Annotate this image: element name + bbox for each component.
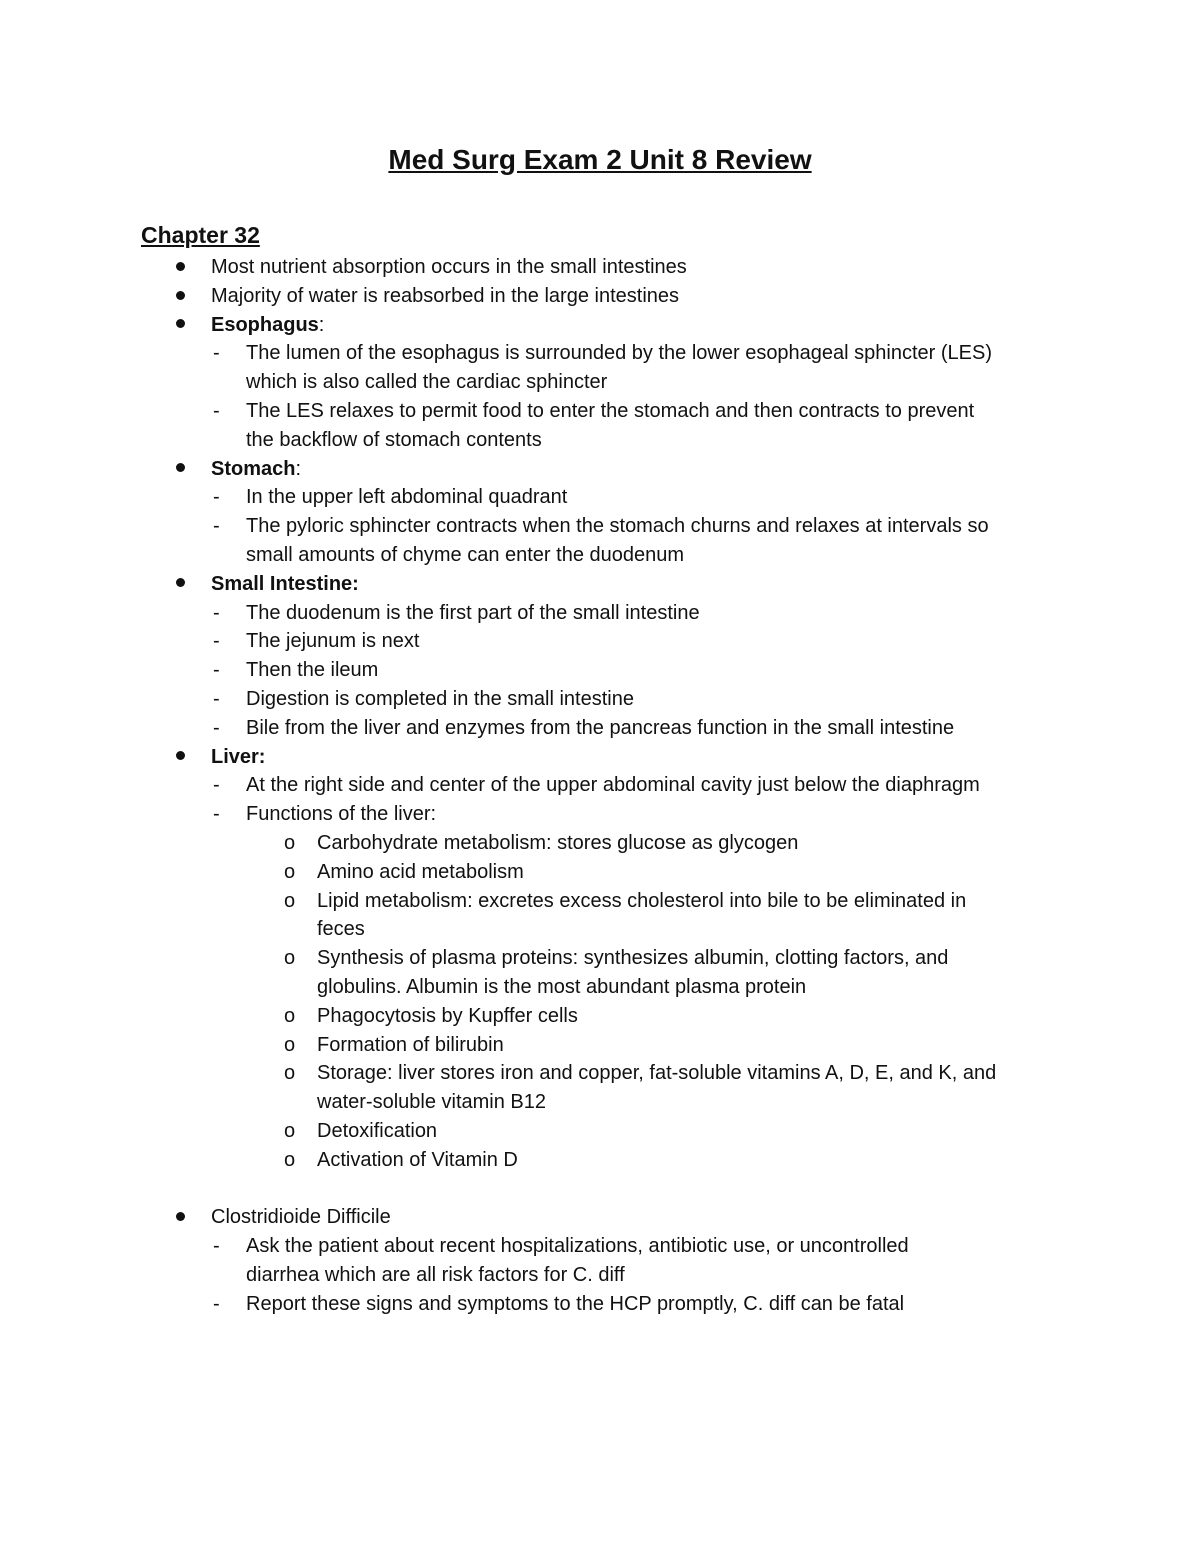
list-item: - Functions of the liver: bbox=[0, 800, 1200, 829]
list-item-continued: which is also called the cardiac sphincter bbox=[246, 371, 608, 394]
section-esophagus: Esophagus: bbox=[0, 311, 1200, 340]
bullet-icon bbox=[176, 743, 185, 772]
dash-marker: - bbox=[213, 716, 220, 739]
list-item: Majority of water is reabsorbed in the large intestines bbox=[0, 282, 1200, 311]
dash-marker: - bbox=[213, 803, 220, 826]
list-item: - Ask the patient about recent hospitalizations, antibiotic use, or uncontrolled bbox=[0, 1232, 1200, 1261]
dash-marker: - bbox=[213, 1292, 220, 1315]
section-stomach: Stomach: bbox=[0, 455, 1200, 484]
list-item: - Digestion is completed in the small intestine bbox=[0, 685, 1200, 714]
list-item: - The duodenum is the first part of the small intestine bbox=[0, 599, 1200, 628]
circle-marker: o bbox=[284, 947, 296, 970]
sub-list-item: o Detoxification bbox=[0, 1117, 1200, 1146]
circle-marker: o bbox=[284, 1033, 296, 1056]
section-liver bbox=[0, 743, 1200, 772]
section-cdiff bbox=[0, 1203, 1200, 1232]
section-heading: Esophagus bbox=[211, 313, 319, 336]
spacer bbox=[0, 1175, 1200, 1204]
dash-marker: - bbox=[213, 601, 220, 624]
sub-list-item: o Formation of bilirubin bbox=[0, 1031, 1200, 1060]
section-heading: Clostridioide Difficile bbox=[211, 1206, 391, 1229]
sub-list-item: o Activation of Vitamin D bbox=[0, 1146, 1200, 1175]
list-item: Most nutrient absorption occurs in the small intestines bbox=[0, 253, 1200, 282]
dash-marker: - bbox=[213, 659, 220, 682]
list-item-continued: diarrhea which are all risk factors for C. diff bbox=[246, 1263, 625, 1286]
bullet-icon bbox=[176, 455, 185, 484]
bullet-icon bbox=[176, 570, 185, 599]
list-item-continued: small amounts of chyme can enter the duodenum bbox=[246, 543, 685, 566]
circle-marker: o bbox=[284, 860, 296, 883]
circle-marker: o bbox=[284, 1004, 296, 1027]
dash-marker: - bbox=[213, 342, 220, 365]
sub-list-item: o Carbohydrate metabolism: stores glucose as glycogen bbox=[0, 829, 1200, 858]
bullet-icon bbox=[176, 253, 185, 282]
sub-list-item-continued: globulins. Albumin is the most abundant plasma protein bbox=[317, 975, 807, 998]
dash-marker: - bbox=[213, 399, 220, 422]
dash-marker: - bbox=[213, 486, 220, 509]
sub-list-item: o Amino acid metabolism bbox=[0, 858, 1200, 887]
circle-marker: o bbox=[284, 1148, 296, 1171]
list-item: - Then the ileum bbox=[0, 656, 1200, 685]
list-item-continued: the backflow of stomach contents bbox=[246, 428, 542, 451]
section-heading: Stomach bbox=[211, 457, 296, 480]
list-item: - Report these signs and symptoms to the HCP promptly, C. diff can be fatal bbox=[0, 1290, 1200, 1319]
dash-marker: - bbox=[213, 630, 220, 653]
circle-marker: o bbox=[284, 889, 296, 912]
sub-list-item: o Lipid metabolism: excretes excess cholesterol into bile to be eliminated in bbox=[0, 887, 1200, 916]
sub-list-item: o Phagocytosis by Kupffer cells bbox=[0, 1002, 1200, 1031]
notes-list bbox=[0, 253, 1200, 1318]
list-item: - At the right side and center of the upper abdominal cavity just below the diaphragm bbox=[0, 771, 1200, 800]
list-item: - In the upper left abdominal quadrant bbox=[0, 483, 1200, 512]
list-item: - The LES relaxes to permit food to enter the stomach and then contracts to prevent bbox=[0, 397, 1200, 426]
list-item: - The pyloric sphincter contracts when the stomach churns and relaxes at intervals so bbox=[0, 512, 1200, 541]
dash-marker: - bbox=[213, 774, 220, 797]
circle-marker: o bbox=[284, 1062, 296, 1085]
chapter-heading: Chapter 32 bbox=[141, 222, 260, 248]
section-small-intestine bbox=[0, 570, 1200, 599]
sub-list-item-continued: water-soluble vitamin B12 bbox=[317, 1091, 546, 1114]
dash-marker: - bbox=[213, 1235, 220, 1258]
list-item: - Bile from the liver and enzymes from the pancreas function in the small intestine bbox=[0, 714, 1200, 743]
sub-list-item: o Synthesis of plasma proteins: synthesizes albumin, clotting factors, and bbox=[0, 944, 1200, 973]
dash-marker: - bbox=[213, 515, 220, 538]
sub-list-item: o Storage: liver stores iron and copper, fat-soluble vitamins A, D, E, and K, and bbox=[0, 1059, 1200, 1088]
circle-marker: o bbox=[284, 1119, 296, 1142]
bullet-icon bbox=[176, 282, 185, 311]
page-title: Med Surg Exam 2 Unit 8 Review bbox=[388, 144, 812, 175]
section-heading: Small Intestine: bbox=[211, 572, 359, 595]
sub-list-item-continued: feces bbox=[317, 918, 365, 941]
section-heading: Liver: bbox=[211, 745, 266, 768]
bullet-icon bbox=[176, 1203, 185, 1232]
circle-marker: o bbox=[284, 831, 296, 854]
bullet-icon bbox=[176, 311, 185, 340]
list-item: - The lumen of the esophagus is surrounded by the lower esophageal sphincter (LES) bbox=[0, 339, 1200, 368]
dash-marker: - bbox=[213, 687, 220, 710]
list-item: - The jejunum is next bbox=[0, 627, 1200, 656]
